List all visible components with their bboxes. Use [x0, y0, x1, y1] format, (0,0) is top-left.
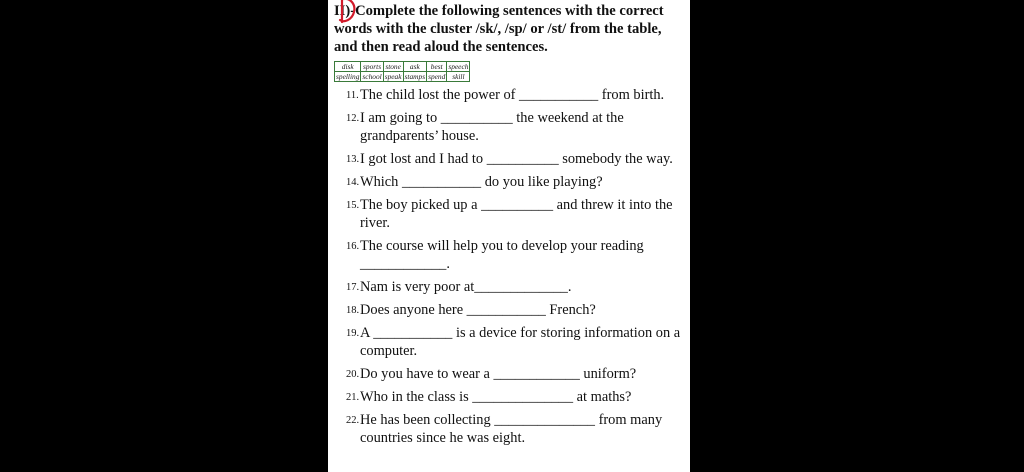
word-table-row: [335, 72, 470, 82]
item-number: 16.: [346, 241, 360, 252]
item-number: 17.: [346, 282, 360, 293]
exercise-heading: II)-Complete the following sentences with the correct words with the cluster /sk/, /sp/ or /st/ from the table, and then read aloud the sentences.: [334, 3, 664, 55]
word-table-cell: best: [427, 62, 447, 72]
sentence-item: [346, 86, 682, 104]
sentence-item: [346, 411, 682, 447]
sentence-item: [346, 365, 682, 383]
sentence-item: [346, 196, 682, 232]
item-number: 12.: [346, 113, 360, 124]
item-sentence: He has been collecting ______________ from many countries since he was eight.: [360, 412, 663, 446]
item-number: 19.: [346, 328, 360, 339]
sentence-item: [346, 324, 682, 360]
item-number: 15.: [346, 200, 360, 211]
worksheet-page: [328, 0, 690, 472]
word-table-cell: skill: [447, 72, 470, 82]
sentence-item: [346, 237, 682, 273]
item-sentence: A ___________ is a device for storing information on a computer.: [360, 325, 681, 359]
word-table-cell: disk: [335, 62, 361, 72]
sentence-list: [346, 86, 682, 452]
sentence-item: [346, 150, 682, 168]
item-number: 21.: [346, 392, 360, 403]
word-table-cell: ask: [403, 62, 427, 72]
word-table-row: [335, 62, 470, 72]
sentence-item: [346, 173, 682, 191]
item-sentence: Do you have to wear a ____________ uniform?: [360, 366, 637, 382]
sentence-item: [346, 388, 682, 406]
item-sentence: The course will help you to develop your reading ____________.: [360, 238, 644, 272]
word-table-cell: school: [362, 72, 382, 81]
item-sentence: I am going to __________ the weekend at the grandparents’ house.: [360, 110, 624, 144]
word-table-cell: stone: [383, 62, 403, 72]
word-table-cell: speak: [384, 72, 402, 81]
sentence-item: [346, 301, 682, 319]
word-table: [334, 61, 470, 82]
item-number: 20.: [346, 369, 360, 380]
item-sentence: Does anyone here ___________ French?: [360, 302, 596, 318]
item-sentence: Who in the class is ______________ at maths?: [360, 389, 632, 405]
item-number: 11.: [346, 90, 359, 101]
sentence-item: [346, 278, 682, 296]
item-number: 14.: [346, 177, 360, 188]
red-pen-mark-icon: [330, 0, 370, 30]
word-table-cell: sports: [361, 62, 383, 72]
word-table-cell: speech: [448, 62, 469, 71]
item-sentence: Which ___________ do you like playing?: [360, 174, 603, 190]
item-sentence: Nam is very poor at_____________.: [360, 279, 572, 295]
item-sentence: The boy picked up a __________ and threw it into the river.: [360, 197, 673, 231]
item-number: 18.: [346, 305, 360, 316]
word-table-cell: spend: [428, 72, 446, 81]
word-table-cell: stamps: [404, 72, 426, 81]
item-number: 22.: [346, 415, 360, 426]
sentence-item: [346, 109, 682, 145]
item-sentence: The child lost the power of ___________ from birth.: [360, 87, 665, 103]
item-number: 13.: [346, 154, 360, 165]
item-sentence: I got lost and I had to __________ somebody the way.: [360, 151, 673, 167]
word-table-cell: spelling: [336, 72, 360, 81]
